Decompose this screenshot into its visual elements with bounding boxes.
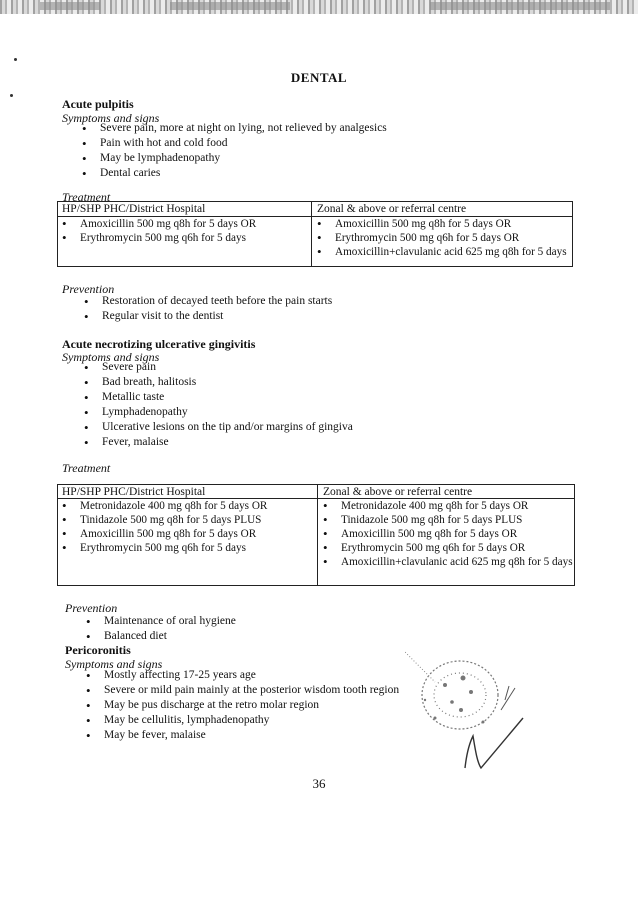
scan-noise — [430, 2, 610, 10]
list-item: • Restoration of decayed teeth before the pain starts — [84, 294, 332, 309]
list-item: • Erythromycin 500 mg q6h for 5 days OR — [317, 231, 567, 245]
table-cell-primary — [62, 499, 267, 555]
treatment-table — [57, 201, 573, 267]
table-header-referral: Zonal & above or referral centre — [317, 203, 467, 215]
list-item: • Amoxicillin+clavulanic acid 625 mg q8h for 5 days — [323, 555, 573, 569]
symptoms-label: Symptoms and signs — [65, 657, 163, 671]
table-header-primary: HP/SHP PHC/District Hospital — [62, 486, 206, 498]
list-item: • Metronidazole 400 mg q8h for 5 days OR — [323, 499, 573, 513]
list-item: • Amoxicillin+clavulanic acid 625 mg q8h for 5 days — [317, 245, 567, 259]
list-item: • Ulcerative lesions on the tip and/or margins of gingiva — [84, 420, 353, 435]
symptoms-label: Symptoms and signs — [62, 350, 160, 364]
list-item: • Metronidazole 400 mg q8h for 5 days OR — [62, 499, 267, 513]
seal-stamp — [405, 640, 535, 780]
symptoms-list — [86, 668, 399, 743]
scan-speck — [14, 58, 17, 61]
table-divider — [311, 202, 312, 266]
signature-mark — [465, 718, 523, 768]
scan-edge-artifact — [0, 0, 638, 14]
section-heading-anug: Acute necrotizing ulcerative gingivitis — [62, 337, 256, 351]
prevention-label: Prevention — [62, 282, 115, 296]
prevention-label: Prevention — [65, 601, 118, 615]
list-item: • Severe pain, more at night on lying, not relieved by analgesics — [82, 121, 387, 136]
list-item: • Dental caries — [82, 166, 387, 181]
list-item: • Bad breath, halitosis — [84, 375, 353, 390]
list-item: • Pain with hot and cold food — [82, 136, 387, 151]
list-item: • Regular visit to the dentist — [84, 309, 332, 324]
list-item: • Severe pain — [84, 360, 353, 375]
table-header-referral: Zonal & above or referral centre — [323, 486, 473, 498]
symptoms-list — [82, 121, 387, 181]
list-item: • Maintenance of oral hygiene — [86, 614, 236, 629]
treatment-label: Treatment — [62, 461, 111, 475]
list-item: • Erythromycin 500 mg q6h for 5 days OR — [323, 541, 573, 555]
scan-noise — [170, 2, 290, 10]
page-title: DENTAL — [290, 70, 348, 85]
list-item: • Severe or mild pain mainly at the posterior wisdom tooth region — [86, 683, 399, 698]
table-cell-referral — [317, 217, 567, 259]
prevention-list — [84, 294, 332, 324]
symptoms-label: Symptoms and signs — [62, 111, 160, 125]
list-item: • Mostly affecting 17-25 years age — [86, 668, 399, 683]
list-item: • Fever, malaise — [84, 435, 353, 450]
scan-noise — [40, 2, 100, 10]
list-item: • Tinidazole 500 mg q8h for 5 days PLUS — [323, 513, 573, 527]
page-number: 36 — [312, 776, 326, 791]
list-item: • Metallic taste — [84, 390, 353, 405]
list-item: • Amoxicillin 500 mg q8h for 5 days OR — [323, 527, 573, 541]
list-item: • Balanced diet — [86, 629, 236, 644]
table-divider — [317, 485, 318, 585]
prevention-list — [86, 614, 236, 644]
list-item: • May be pus discharge at the retro molar region — [86, 698, 399, 713]
list-item: • May be fever, malaise — [86, 728, 399, 743]
treatment-table — [57, 484, 575, 586]
list-item: • Amoxicillin 500 mg q8h for 5 days OR — [62, 217, 256, 231]
list-item: • May be cellulitis, lymphadenopathy — [86, 713, 399, 728]
list-item: • Lymphadenopathy — [84, 405, 353, 420]
list-item: • Erythromycin 500 mg q6h for 5 days — [62, 231, 256, 245]
list-item: • Amoxicillin 500 mg q8h for 5 days OR — [317, 217, 567, 231]
table-cell-primary — [62, 217, 256, 245]
table-cell-referral — [323, 499, 573, 569]
section-heading-pulpitis: Acute pulpitis — [62, 97, 134, 111]
list-item: • Erythromycin 500 mg q6h for 5 days — [62, 541, 267, 555]
list-item: • Amoxicillin 500 mg q8h for 5 days OR — [62, 527, 267, 541]
list-item: • Tinidazole 500 mg q8h for 5 days PLUS — [62, 513, 267, 527]
treatment-label: Treatment — [62, 190, 111, 204]
scan-speck — [10, 94, 13, 97]
table-header-primary: HP/SHP PHC/District Hospital — [62, 203, 206, 215]
list-item: • May be lymphadenopathy — [82, 151, 387, 166]
section-heading-pericoronitis: Pericoronitis — [65, 643, 131, 657]
symptoms-list — [84, 360, 353, 450]
